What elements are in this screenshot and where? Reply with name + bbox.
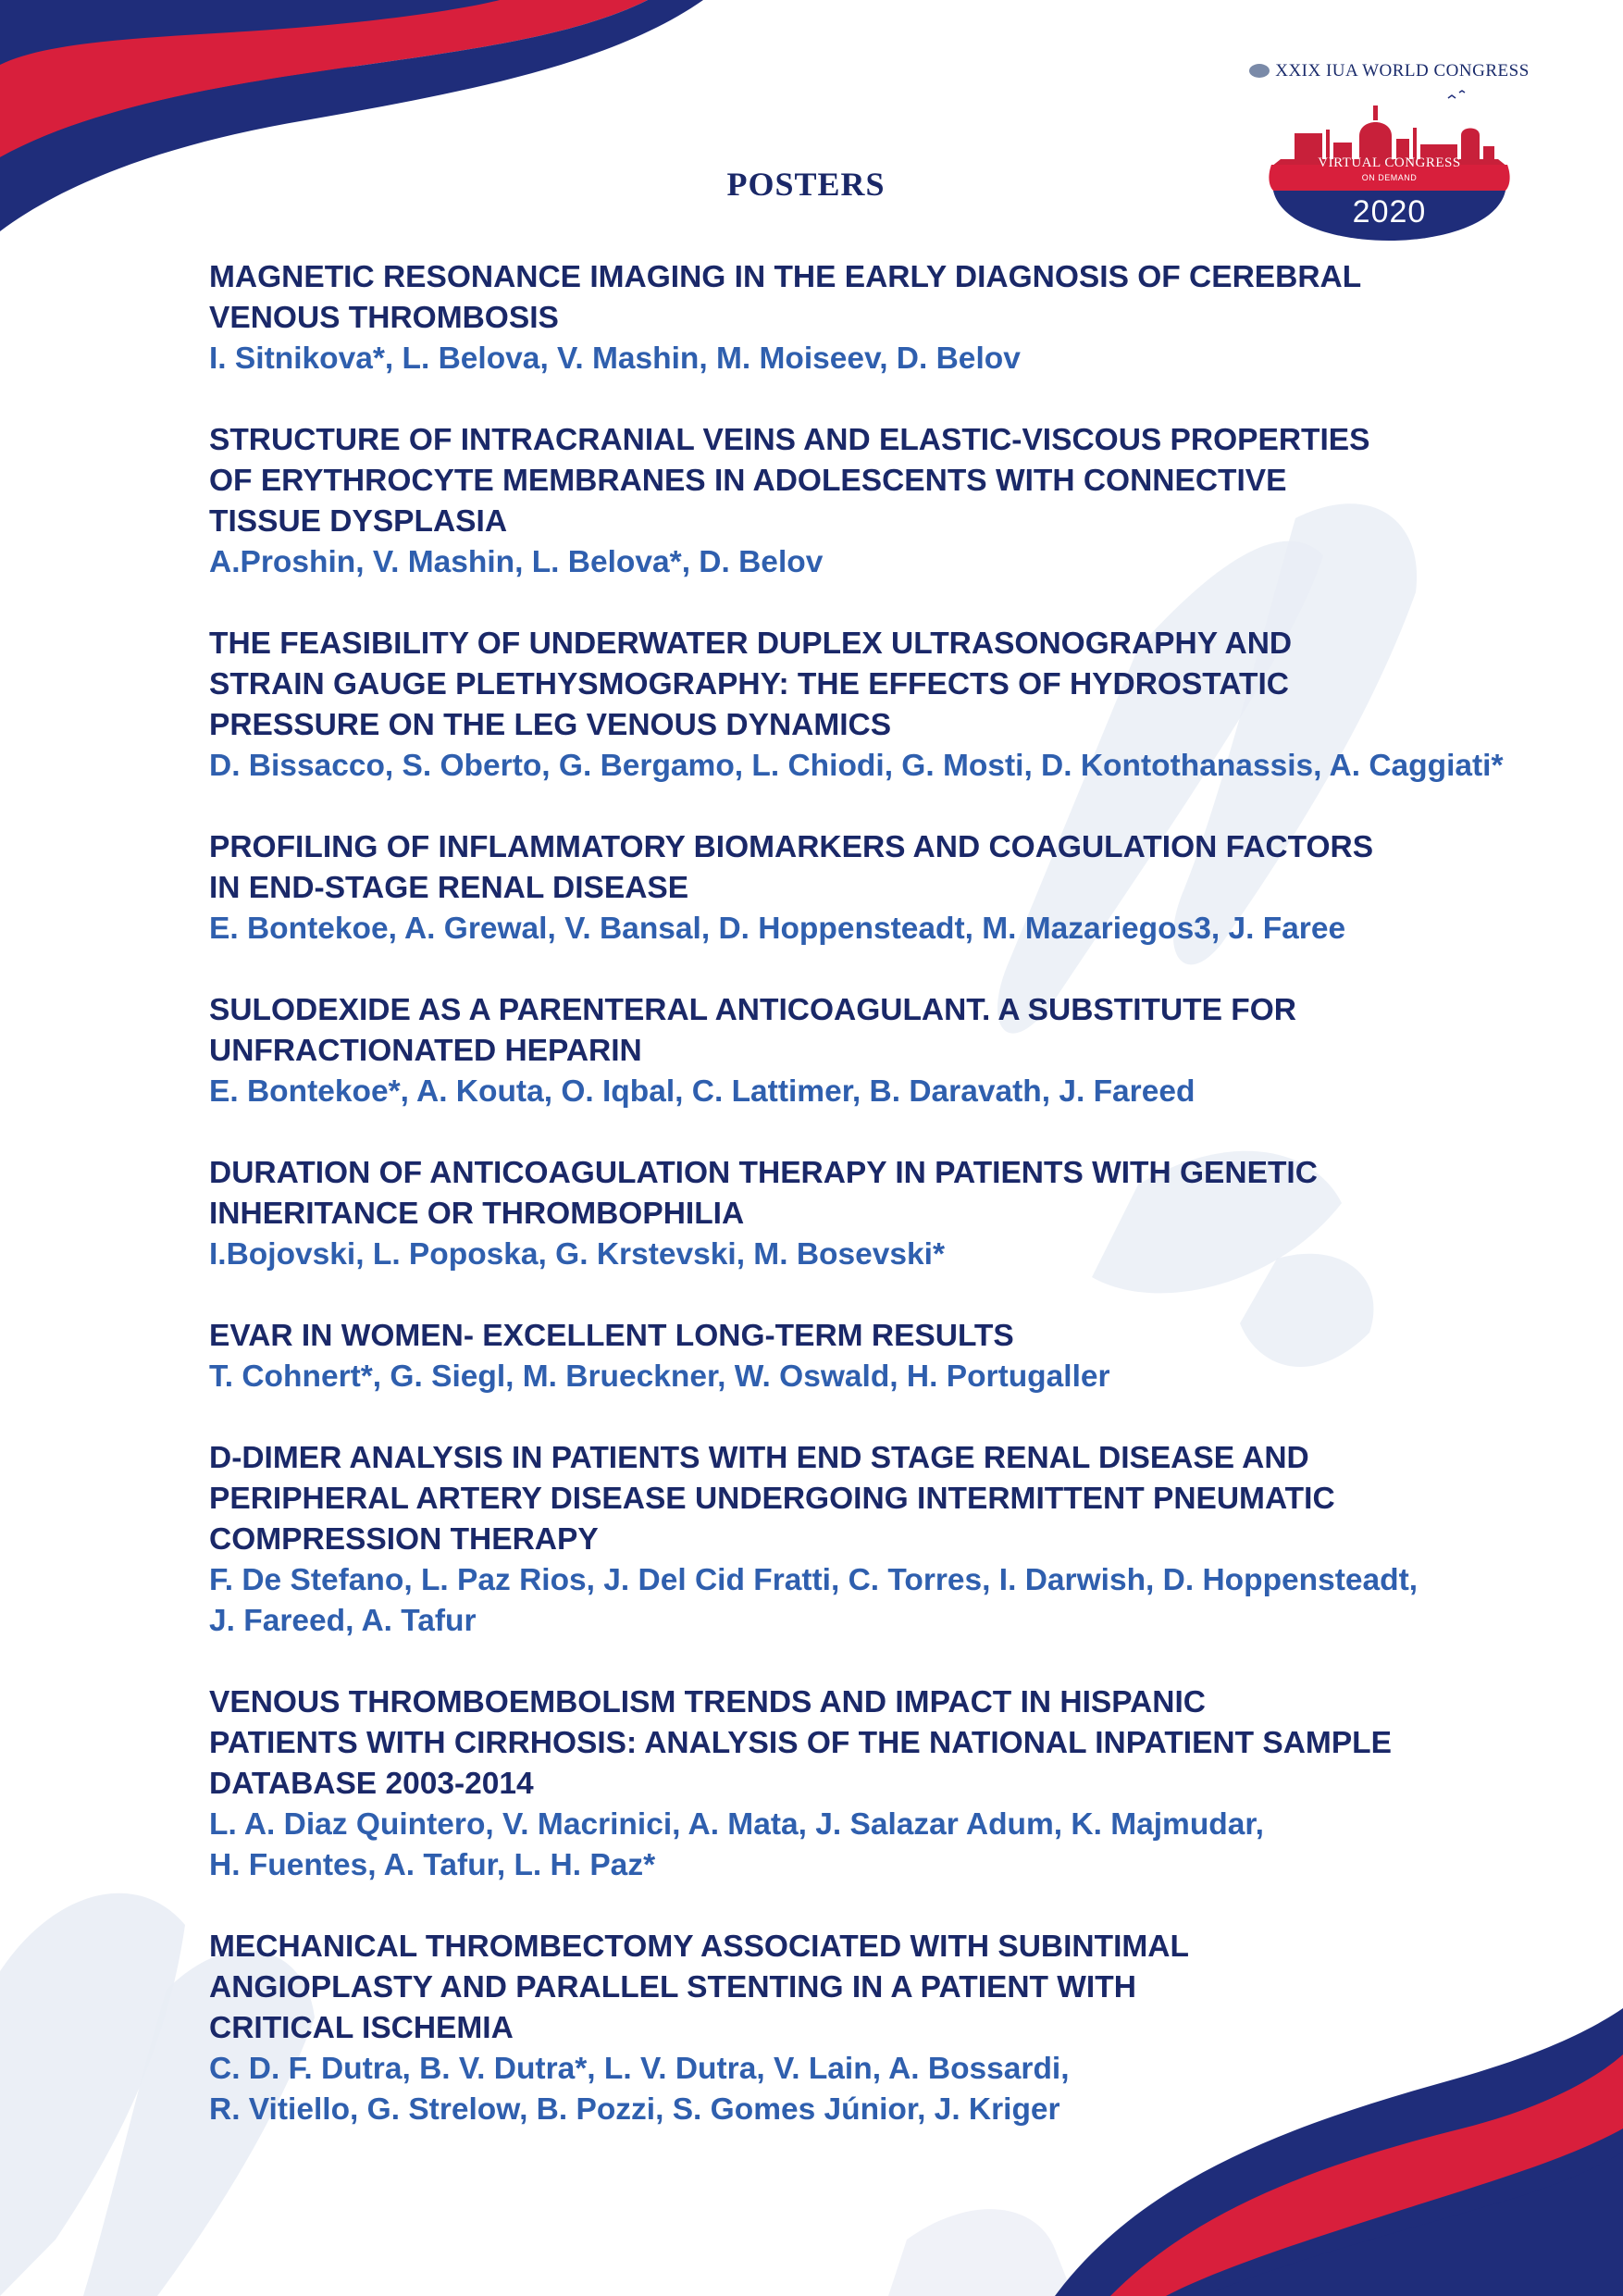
poster-authors: T. Cohnert*, G. Siegl, M. Brueckner, W. Oswald, H. Portugaller xyxy=(209,1359,1110,1394)
poster-item xyxy=(209,257,1579,379)
poster-authors: L. A. Diaz Quintero, V. Macrinici, A. Mata, J. Salazar Adum, K. Majmudar, H. Fuentes, A. Tafur, L. H. Paz* xyxy=(209,1807,1264,1882)
poster-title: D-DIMER ANALYSIS IN PATIENTS WITH END STAGE RENAL DISEASE AND PERIPHERAL ARTERY DISEASE UNDERGOING INTERMITTENT PNEUMATIC COMPRESSION THERAPY xyxy=(209,1441,1335,1557)
poster-item xyxy=(209,1927,1579,2130)
poster-authors: D. Bissacco, S. Oberto, G. Bergamo, L. Chiodi, G. Mosti, D. Kontothanassis, A. Caggiati* xyxy=(209,749,1504,783)
poster-authors: E. Bontekoe*, A. Kouta, O. Iqbal, C. Lattimer, B. Daravath, J. Fareed xyxy=(209,1074,1196,1109)
poster-authors: E. Bontekoe, A. Grewal, V. Bansal, D. Hoppensteadt, M. Mazariegos3, J. Faree xyxy=(209,912,1346,946)
page-title: POSTERS xyxy=(726,166,886,203)
poster-item xyxy=(209,1438,1579,1642)
logo-year: 2020 xyxy=(1352,194,1427,230)
poster-list xyxy=(209,257,1579,2171)
poster-authors: A.Proshin, V. Mashin, L. Belova*, D. Belov xyxy=(209,545,824,579)
poster-item xyxy=(209,624,1579,787)
poster-title: DURATION OF ANTICOAGULATION THERAPY IN PATIENTS WITH GENETIC INHERITANCE OR THROMBOPHILIA xyxy=(209,1156,1318,1231)
poster-authors: C. D. F. Dutra, B. V. Dutra*, L. V. Dutra, V. Lain, A. Bossardi, R. Vitiello, G. Strelow, B. Pozzi, S. Gomes Júnior, J. Kriger xyxy=(209,2052,1070,2127)
poster-title: THE FEASIBILITY OF UNDERWATER DUPLEX ULTRASONOGRAPHY AND STRAIN GAUGE PLETHYSMOGRAPHY: THE EFFECTS OF HYDROSTATIC PRESSURE ON THE LEG VENOUS DYNAMICS xyxy=(209,627,1293,742)
poster-item xyxy=(209,1153,1579,1275)
poster-title: STRUCTURE OF INTRACRANIAL VEINS AND ELASTIC-VISCOUS PROPERTIES OF ERYTHROCYTE MEMBRANES IN ADOLESCENTS WITH CONNECTIVE TISSUE DYSPLASIA xyxy=(209,423,1370,539)
birds-icon xyxy=(1448,91,1465,98)
poster-authors: I.Bojovski, L. Poposka, G. Krstevski, M. Bosevski* xyxy=(209,1237,945,1272)
poster-title: VENOUS THROMBOEMBOLISM TRENDS AND IMPACT IN HISPANIC PATIENTS WITH CIRRHOSIS: ANALYSIS OF THE NATIONAL INPATIENT SAMPLE DATABASE 2003-2014 xyxy=(209,1685,1392,1801)
poster-title: PROFILING OF INFLAMMATORY BIOMARKERS AND COAGULATION FACTORS IN END-STAGE RENAL DISEASE xyxy=(209,830,1374,905)
poster-item xyxy=(209,420,1579,583)
poster-authors: I. Sitnikova*, L. Belova, V. Mashin, M. Moiseev, D. Belov xyxy=(209,341,1021,376)
congress-logo-title: XXIX IUA WORLD CONGRESS xyxy=(1230,61,1549,81)
logo-band-text: VIRTUAL CONGRESS xyxy=(1318,155,1461,170)
poster-title: MAGNETIC RESONANCE IMAGING IN THE EARLY DIAGNOSIS OF CEREBRAL VENOUS THROMBOSIS xyxy=(209,260,1362,335)
poster-title: EVAR IN WOMEN- EXCELLENT LONG-TERM RESULTS xyxy=(209,1319,1014,1353)
globe-icon xyxy=(1249,64,1270,78)
poster-item xyxy=(209,827,1579,949)
poster-title: MECHANICAL THROMBECTOMY ASSOCIATED WITH SUBINTIMAL ANGIOPLASTY AND PARALLEL STENTING IN A PATIENT WITH CRITICAL ISCHEMIA xyxy=(209,1930,1189,2045)
poster-item xyxy=(209,990,1579,1112)
logo-sub-text: ON DEMAND xyxy=(1361,173,1418,182)
poster-item xyxy=(209,1316,1579,1397)
congress-logo xyxy=(1230,57,1549,242)
poster-title: SULODEXIDE AS A PARENTERAL ANTICOAGULANT. A SUBSTITUTE FOR UNFRACTIONATED HEPARIN xyxy=(209,993,1297,1068)
poster-item xyxy=(209,1682,1579,1886)
poster-authors: F. De Stefano, L. Paz Rios, J. Del Cid Fratti, C. Torres, I. Darwish, D. Hoppensteadt, J. Fareed, A. Tafur xyxy=(209,1563,1419,1638)
